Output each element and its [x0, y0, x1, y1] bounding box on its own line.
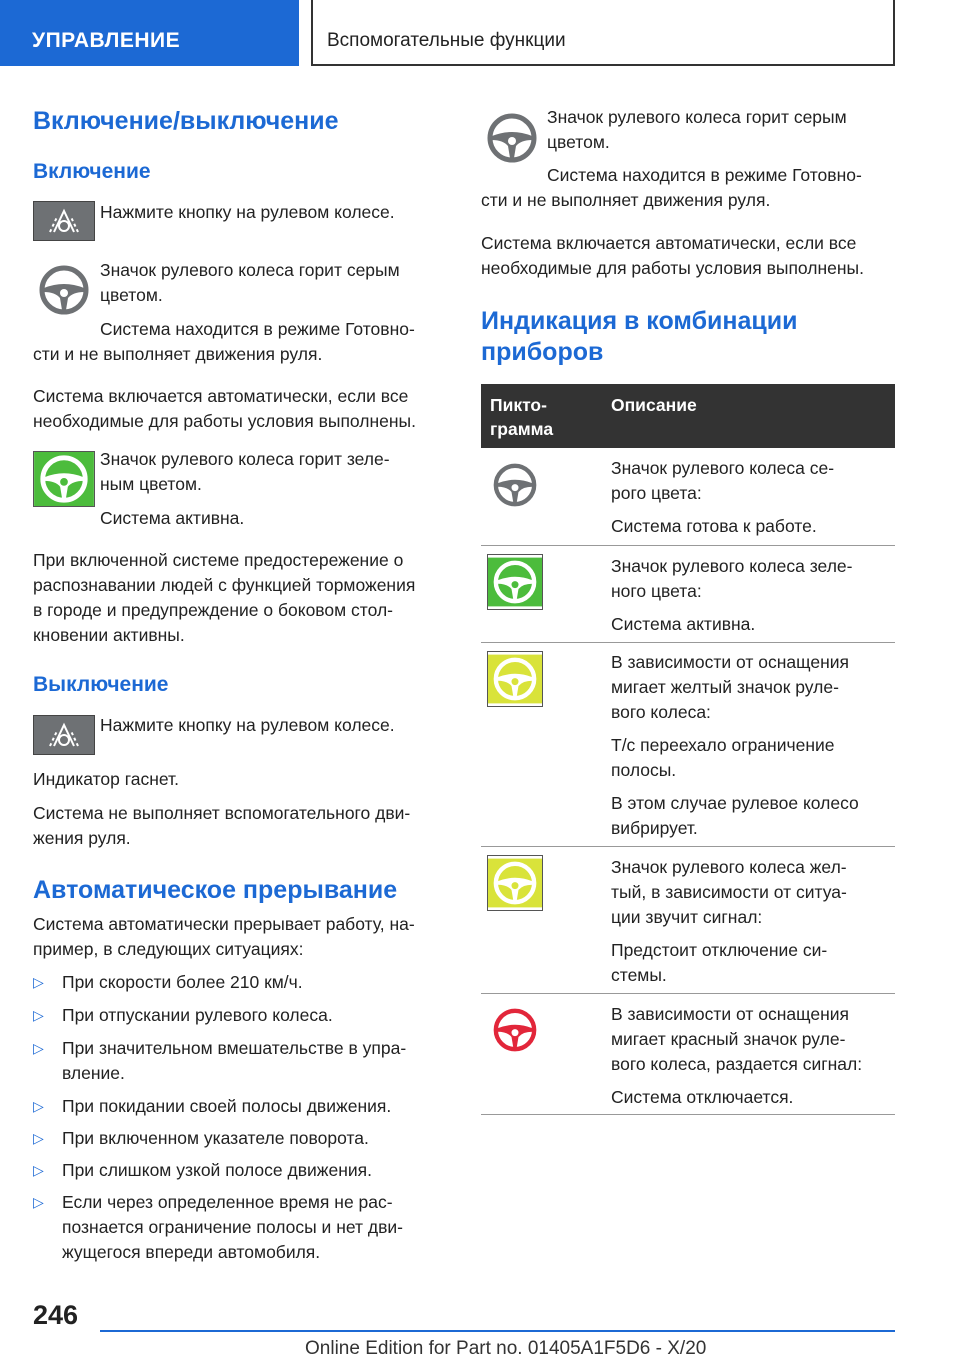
- section-header: [311, 0, 895, 66]
- table-row: В зависимости от оснащения: [611, 652, 850, 672]
- right-auto-line1: Система включается автоматически, если все: [481, 233, 857, 253]
- table-row: вибрирует.: [611, 818, 698, 838]
- auto-stop-line1: Система автоматически прерывает работу, на-: [33, 914, 415, 934]
- table-row: тый, в зависимости от ситуа-: [611, 882, 847, 902]
- bullet-triangle-icon: ▷: [33, 1007, 44, 1023]
- bullet-triangle-icon: ▷: [33, 1130, 44, 1146]
- table-divider: [481, 993, 895, 994]
- right-grey-line2: цветом.: [547, 132, 610, 152]
- footer-edition: Online Edition for Part no. 01405A1F5D6 - X/20: [305, 1338, 707, 1359]
- grey-steering-wheel-icon: [33, 262, 95, 318]
- table-divider: [481, 846, 895, 847]
- table-row: Значок рулевого колеса зеле-: [611, 556, 853, 576]
- table-divider: [481, 642, 895, 643]
- right-auto-line2: необходимые для работы условия выполнены.: [481, 258, 864, 278]
- on-press-text: Нажмите кнопку на рулевом колесе.: [100, 202, 395, 222]
- heading-on-off: Включение/выключение: [33, 107, 339, 135]
- ready-text-line1: Система находится в режиме Готовно-: [100, 319, 415, 339]
- list-item-continuation: познается ограничение полосы и нет дви-: [62, 1217, 403, 1237]
- off-indicator-text: Индикатор гаснет.: [33, 769, 179, 789]
- steering-assist-button-icon: [33, 201, 95, 241]
- table-row: Система активна.: [611, 614, 756, 634]
- right-grey-line1: Значок рулевого колеса горит серым: [547, 107, 847, 127]
- section-title: Вспомогательные функции: [327, 30, 566, 51]
- grey-steering-wheel-icon: [488, 458, 550, 514]
- bullet-triangle-icon: ▷: [33, 1194, 44, 1210]
- table-row: Система готова к работе.: [611, 516, 817, 536]
- list-item-continuation: вление.: [62, 1063, 125, 1083]
- off-system-line2: жения руля.: [33, 828, 131, 848]
- active-text: Система активна.: [100, 508, 245, 528]
- table-row: ции звучит сигнал:: [611, 907, 763, 927]
- yellow-steering-wheel-icon: [487, 651, 543, 707]
- table-header: [481, 384, 895, 448]
- table-row: стемы.: [611, 965, 667, 985]
- heading-switch-off: Выключение: [33, 673, 169, 696]
- warn-line3: в городе и предупреждение о боковом стол-: [33, 600, 393, 620]
- table-divider: [481, 545, 895, 546]
- right-ready-line2: сти и не выполняет движения руля.: [481, 190, 771, 210]
- table-row: вого колеса:: [611, 702, 711, 722]
- green-steering-wheel-icon: [33, 451, 95, 507]
- red-steering-wheel-icon: [488, 1003, 550, 1059]
- grey-text-line1: Значок рулевого колеса горит серым: [100, 260, 400, 280]
- table-row: Система отключается.: [611, 1087, 794, 1107]
- heading-indication-line1: Индикация в комбинации: [481, 307, 798, 335]
- heading-indication-line2: приборов: [481, 338, 604, 366]
- ready-text-line2: сти и не выполняет движения руля.: [33, 344, 323, 364]
- col-description: Описание: [611, 395, 697, 415]
- yellow-steering-wheel-icon: [487, 855, 543, 911]
- heading-auto-stop: Автоматическое прерывание: [33, 876, 398, 904]
- table-row: рого цвета:: [611, 483, 702, 503]
- table-row: ного цвета:: [611, 581, 702, 601]
- col-pictogram-line1: Пикто-: [490, 395, 547, 415]
- table-row: В зависимости от оснащения: [611, 1004, 850, 1024]
- bullet-triangle-icon: ▷: [33, 1162, 44, 1178]
- bullet-triangle-icon: ▷: [33, 1040, 44, 1056]
- auto-stop-line2: пример, в следующих ситуациях:: [33, 939, 304, 959]
- warn-line1: При включенной системе предостережение о: [33, 550, 404, 570]
- steering-assist-button-icon: [33, 715, 95, 755]
- table-divider: [481, 1114, 895, 1115]
- footer-divider: [100, 1330, 895, 1332]
- right-ready-line1: Система находится в режиме Готовно-: [547, 165, 862, 185]
- grey-text-line2: цветом.: [100, 285, 163, 305]
- table-row: мигает красный значок руле-: [611, 1029, 846, 1049]
- table-row: Значок рулевого колеса жел-: [611, 857, 847, 877]
- heading-switch-on: Включение: [33, 160, 151, 183]
- chapter-tab: [0, 0, 299, 66]
- auto-text-line1: Система включается автоматически, если все: [33, 386, 409, 406]
- table-row: Значок рулевого колеса се-: [611, 458, 835, 478]
- list-item-continuation: жущегося впереди автомобиля.: [62, 1242, 321, 1262]
- table-row: мигает желтый значок руле-: [611, 677, 839, 697]
- auto-text-line2: необходимые для работы условия выполнены.: [33, 411, 416, 431]
- page-number: 246: [33, 1300, 79, 1330]
- grey-steering-wheel-icon: [481, 110, 543, 166]
- green-text-line2: ным цветом.: [100, 474, 202, 494]
- table-row: Т/с переехало ограничение: [611, 735, 835, 755]
- col-pictogram-line2: грамма: [490, 419, 554, 439]
- green-text-line1: Значок рулевого колеса горит зеле-: [100, 449, 390, 469]
- bullet-triangle-icon: ▷: [33, 974, 44, 990]
- table-row: В этом случае рулевое колесо: [611, 793, 859, 813]
- table-row: Предстоит отключение си-: [611, 940, 828, 960]
- off-system-line1: Система не выполняет вспомогательного дви-: [33, 803, 411, 823]
- green-steering-wheel-icon: [487, 554, 543, 610]
- bullet-triangle-icon: ▷: [33, 1098, 44, 1114]
- chapter-title: УПРАВЛЕНИЕ: [32, 29, 181, 52]
- warn-line2: распознавании людей с функцией торможения: [33, 575, 416, 595]
- table-row: полосы.: [611, 760, 677, 780]
- off-press-text: Нажмите кнопку на рулевом колесе.: [100, 715, 395, 735]
- warn-line4: кновении активны.: [33, 625, 185, 645]
- table-row: вого колеса, раздается сигнал:: [611, 1054, 863, 1074]
